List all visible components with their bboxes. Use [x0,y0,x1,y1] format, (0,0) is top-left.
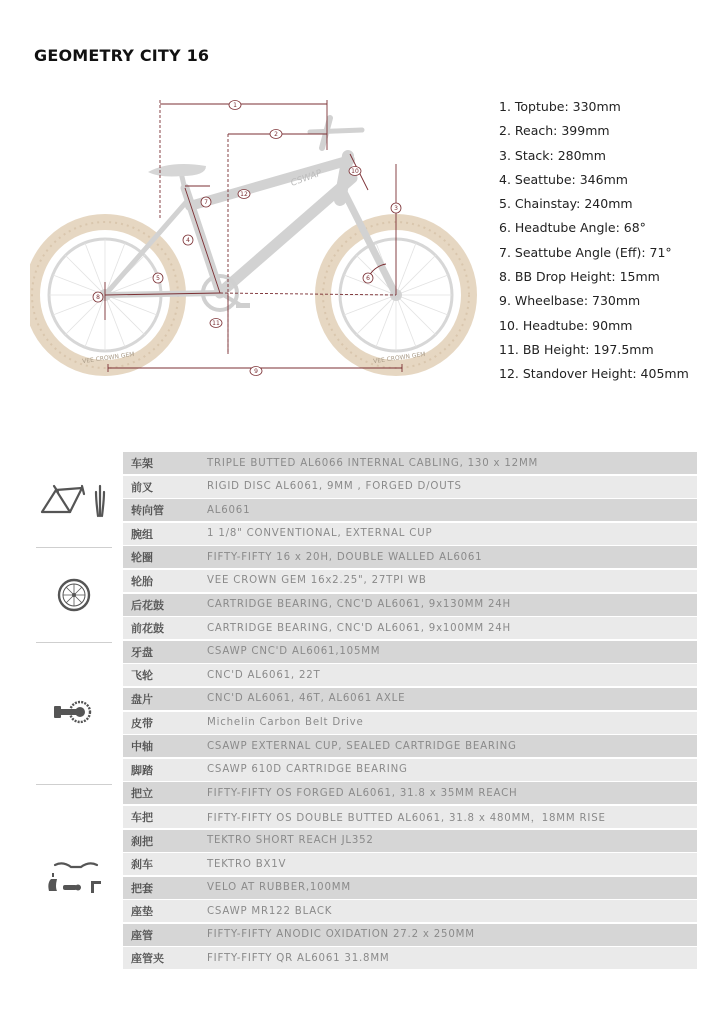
spec-value: CNC'D AL6061, 46T, AL6061 AXLE [207,693,406,705]
spec-row [123,594,697,616]
marker-label-9: 9 [254,368,258,375]
spec-row [123,759,697,781]
spec-label: 盘片 [131,692,153,706]
geometry-item: 10. Headtube: 90mm [499,317,633,333]
spec-row [123,877,697,899]
spec-value: VEE CROWN GEM 16x2.25", 27TPI WB [207,575,427,587]
spec-label: 刹车 [131,858,153,872]
spec-row [123,735,697,757]
spec-value: TRIPLE BUTTED AL6066 INTERNAL CABLING, 130 x 12MM [207,457,539,469]
marker-label-2: 2 [274,131,278,138]
spec-row [123,806,697,828]
marker-label-3: 3 [394,205,398,212]
spec-value: AL6061 [207,504,251,516]
spec-label: 轮圈 [131,551,153,565]
geometry-item: 12. Standover Height: 405mm [499,366,689,382]
spec-label: 后花鼓 [131,598,164,612]
geometry-item: 4. Seattube: 346mm [499,171,628,187]
spec-value: FIFTY-FIFTY OS DOUBLE BUTTED AL6061, 31.8 x 480MM，18MM RISE [207,813,606,825]
spec-label: 把套 [131,881,153,895]
spec-label: 转向管 [131,504,164,518]
spec-label: 座垫 [131,905,153,919]
spec-table [123,452,697,971]
spec-value: CSAWP MR122 BLACK [207,905,333,917]
geometry-item: 11. BB Height: 197.5mm [499,341,654,357]
bike-geometry-diagram [30,88,480,388]
spec-row [123,570,697,592]
spec-row [123,641,697,663]
spec-value: CSAWP 610D CARTRIDGE BEARING [207,764,408,776]
geometry-item: 9. Wheelbase: 730mm [499,293,641,309]
geometry-item: 7. Seattube Angle (Eff): 71° [499,244,672,260]
geometry-item: 2. Reach: 399mm [499,123,610,139]
spec-label: 座管夹 [131,952,164,966]
spec-value: CARTRIDGE BEARING, CNC'D AL6061, 9x130MM 24H [207,599,511,611]
spec-label: 前花鼓 [131,622,164,636]
spec-label: 刹把 [131,834,153,848]
spec-row [123,947,697,969]
spec-label: 车把 [131,810,153,824]
marker-label-8: 8 [96,294,100,301]
spec-label: 轮胎 [131,574,153,588]
marker-label-1: 1 [233,102,237,109]
spec-value: FIFTY-FIFTY 16 x 20H, DOUBLE WALLED AL6061 [207,551,483,563]
spec-row [123,499,697,521]
saddle [148,164,206,177]
spec-value: VELO AT RUBBER,100MM [207,882,351,894]
frame-logo: CSWAP [289,168,324,189]
spec-label: 车架 [131,457,153,470]
spec-label: 飞轮 [131,669,153,683]
spec-value: CSAWP EXTERNAL CUP, SEALED CARTRIDGE BEARING [207,740,517,752]
wheel-icon [36,572,112,618]
geometry-item: 1. Toptube: 330mm [499,99,621,114]
spec-row [123,617,697,639]
spec-row [123,900,697,922]
spec-value: RIGID DISC AL6061, 9MM , FORGED D/OUTS [207,481,462,493]
spec-row [123,546,697,568]
spec-value: Michelin Carbon Belt Drive [207,717,364,729]
spec-label: 牙盘 [131,645,153,659]
marker-label-6: 6 [366,275,370,282]
marker-label-5: 5 [156,275,160,282]
spec-row [123,452,697,474]
spec-label: 前叉 [131,480,153,494]
rear-tire-text: VEE CROWN GEM [81,350,135,366]
marker-label-4: 4 [186,237,190,244]
spec-value: FIFTY-FIFTY QR AL6061 31.8MM [207,952,390,964]
spec-row [123,664,697,686]
spec-value: CARTRIDGE BEARING, CNC'D AL6061, 9x100MM 24H [207,622,511,634]
marker-label-10: 10 [351,168,359,175]
spec-label: 皮带 [131,716,153,730]
spec-row [123,476,697,498]
spec-label: 中轴 [131,740,153,754]
geometry-list [499,96,689,388]
geometry-item: 5. Chainstay: 240mm [499,196,633,212]
marker-label-12: 12 [240,191,248,198]
spec-value: TEKTRO SHORT REACH JL352 [207,835,374,846]
geometry-item: 3. Stack: 280mm [499,147,606,163]
spec-row [123,853,697,875]
crankset-icon [36,692,112,732]
cockpit-parts-icon [36,852,112,902]
spec-value: FIFTY-FIFTY ANODIC OXIDATION 27.2 x 250MM [207,929,475,941]
bike-frame [105,118,396,295]
marker-label-11: 11 [212,320,220,327]
spec-value: CSAWP CNC'D AL6061,105MM [207,646,381,658]
spec-label: 座管 [131,928,153,942]
spec-label: 脚踏 [131,763,153,777]
spec-row [123,712,697,734]
frame-fork-icon [36,472,112,532]
spec-row [123,688,697,710]
spec-row [123,830,697,852]
spec-row [123,523,697,545]
spec-row [123,924,697,946]
spec-value: 1 1/8" CONVENTIONAL, EXTERNAL CUP [207,528,433,540]
geometry-item: 6. Headtube Angle: 68° [499,220,646,236]
spec-label: 把立 [131,787,153,801]
geometry-item: 8. BB Drop Height: 15mm [499,269,660,285]
page-title: GEOMETRY CITY 16 [34,46,210,65]
front-tire-text: VEE CROWN GEM [372,350,426,366]
spec-label: 腕组 [131,527,153,541]
spec-value: TEKTRO BX1V [207,858,287,870]
spec-value: FIFTY-FIFTY OS FORGED AL6061, 31.8 x 35MM REACH [207,787,518,799]
spec-value: CNC'D AL6061, 22T [207,669,321,681]
marker-label-7: 7 [204,199,208,206]
spec-row [123,782,697,804]
